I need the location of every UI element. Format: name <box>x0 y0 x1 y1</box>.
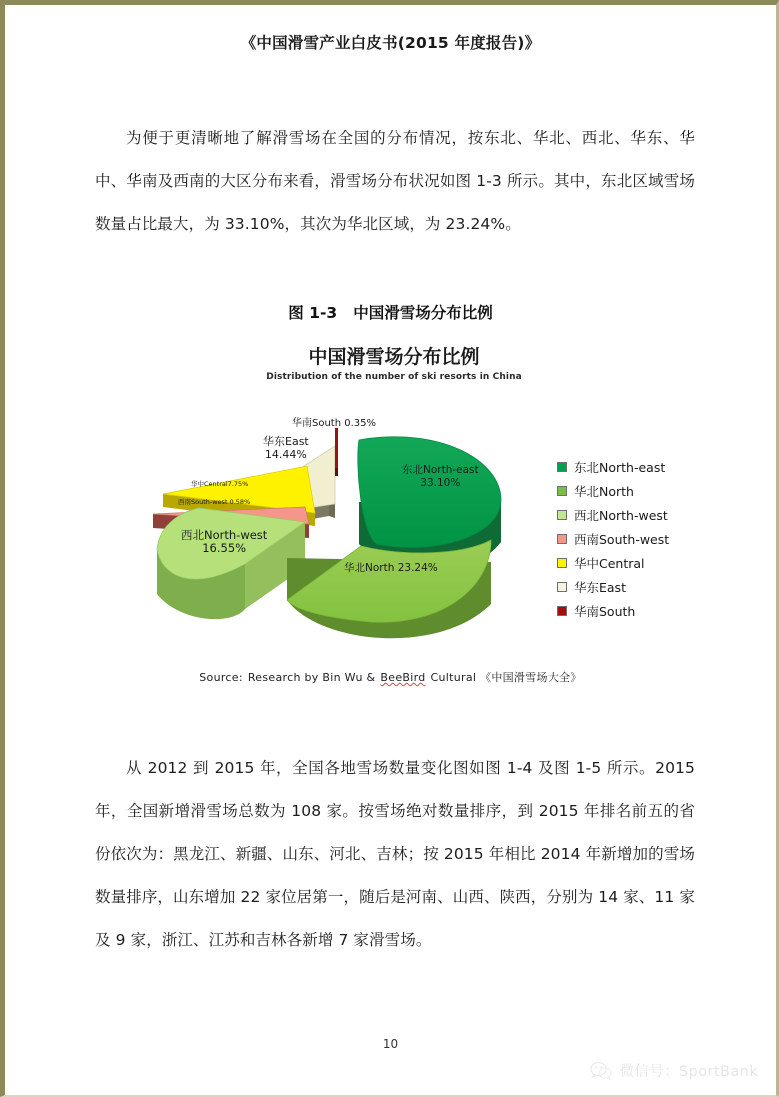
running-header: 《中国滑雪产业白皮书(2015 年度报告)》 <box>240 34 541 52</box>
chart-title: 中国滑雪场分布比例 <box>308 346 480 368</box>
source-text: Research by Bin Wu & <box>247 671 376 684</box>
legend-label: 华南South <box>574 604 636 619</box>
legend-label: 华北North <box>574 484 634 499</box>
legend-label: 西南South-west <box>574 532 670 547</box>
legend-item-north-east <box>557 455 717 479</box>
legend-swatch-icon <box>557 558 567 568</box>
legend-item-south <box>557 599 717 623</box>
pie-label-northwest-text: 西北North-west <box>181 528 268 542</box>
pie-label-northwest <box>181 529 267 555</box>
wechat-icon <box>590 1061 612 1081</box>
legend-item-south-west <box>557 527 717 551</box>
legend-label: 华东East <box>574 580 626 595</box>
page-inner <box>5 5 776 1095</box>
pie-label-east-text: 华东East <box>263 435 309 448</box>
legend-swatch-icon <box>557 462 567 472</box>
pie-label-northeast-pct: 33.10% <box>420 477 461 489</box>
pie-label-central <box>191 478 248 491</box>
legend-swatch-icon <box>557 486 567 496</box>
body-paragraph-top: 为便于更清晰地了解滑雪场在全国的分布情况，按东北、华北、西北、华东、华中、华南及西南的大区分布来看，滑雪场分布状况如图 1-3 所示。其中，东北区域雪场数量占比最大，为 33.10%，其次为华北区域，为 23.24%。 <box>95 129 695 233</box>
figure-caption-text: 中国滑雪场分布比例 <box>353 304 493 322</box>
watermark-text: 微信号：SportBank <box>619 1064 758 1080</box>
chart-subtitle: Distribution of the number of ski resorts in China <box>266 372 522 382</box>
pie-label-northeast <box>402 464 479 490</box>
source-brand: BeeBird <box>380 671 426 684</box>
legend-swatch-icon <box>557 510 567 520</box>
pie-label-northeast-text: 东北North-east <box>402 464 479 476</box>
legend-swatch-icon <box>557 582 567 592</box>
pie-label-south-text: 华南South 0.35% <box>292 418 377 429</box>
slice-south-top <box>335 428 338 468</box>
pie-label-north <box>344 562 438 575</box>
legend-label: 华中Central <box>574 556 645 571</box>
wechat-watermark <box>590 1060 758 1081</box>
pie-label-north-text: 华北North 23.24% <box>344 562 438 574</box>
legend-label: 东北North-east <box>574 460 666 475</box>
pie-label-south <box>292 417 376 430</box>
pie-label-southwest-text: 西南South-west 0.58% <box>178 498 251 506</box>
legend-swatch-icon <box>557 606 567 616</box>
pie-label-east-pct: 14.44% <box>264 448 307 461</box>
legend-label: 西北North-west <box>574 508 668 523</box>
legend-item-north-west <box>557 503 717 527</box>
chart-legend <box>557 455 717 623</box>
pie-label-southwest <box>178 496 250 509</box>
pie-label-east <box>263 435 309 461</box>
chart-source <box>5 669 776 685</box>
pie-label-northwest-pct: 16.55% <box>202 541 247 555</box>
legend-swatch-icon <box>557 534 567 544</box>
legend-item-north <box>557 479 717 503</box>
source-prefix: Source: <box>199 671 243 684</box>
legend-item-east <box>557 575 717 599</box>
legend-item-central <box>557 551 717 575</box>
page-number: 10 <box>382 1037 399 1051</box>
slice-south-side <box>335 468 338 476</box>
body-paragraph-bottom: 从 2012 到 2015 年，全国各地雪场数量变化图如图 1-4 及图 1-5 所示。2015 年，全国新增滑雪场总数为 108 家。按雪场绝对数量排序，到 2015 年排名前五的省份依次为：黑龙江、新疆、山东、河北、吉林；按 2015 年相比 2014 年新增加的雪场数量排序，山东增加 22 家位居第一，随后是河南、山西、陕西，分别为 14 家、11 家及 9 家，浙江、江苏和吉林各新增 7 家滑雪场。 <box>95 759 695 949</box>
figure-caption <box>5 301 776 323</box>
pie-label-central-text: 华中Central7.75% <box>191 480 249 488</box>
slice-northeast-top <box>358 437 501 548</box>
figure-caption-number: 图 1-3 <box>288 304 338 322</box>
source-suffix: Cultural 《中国滑雪场大全》 <box>430 671 582 684</box>
